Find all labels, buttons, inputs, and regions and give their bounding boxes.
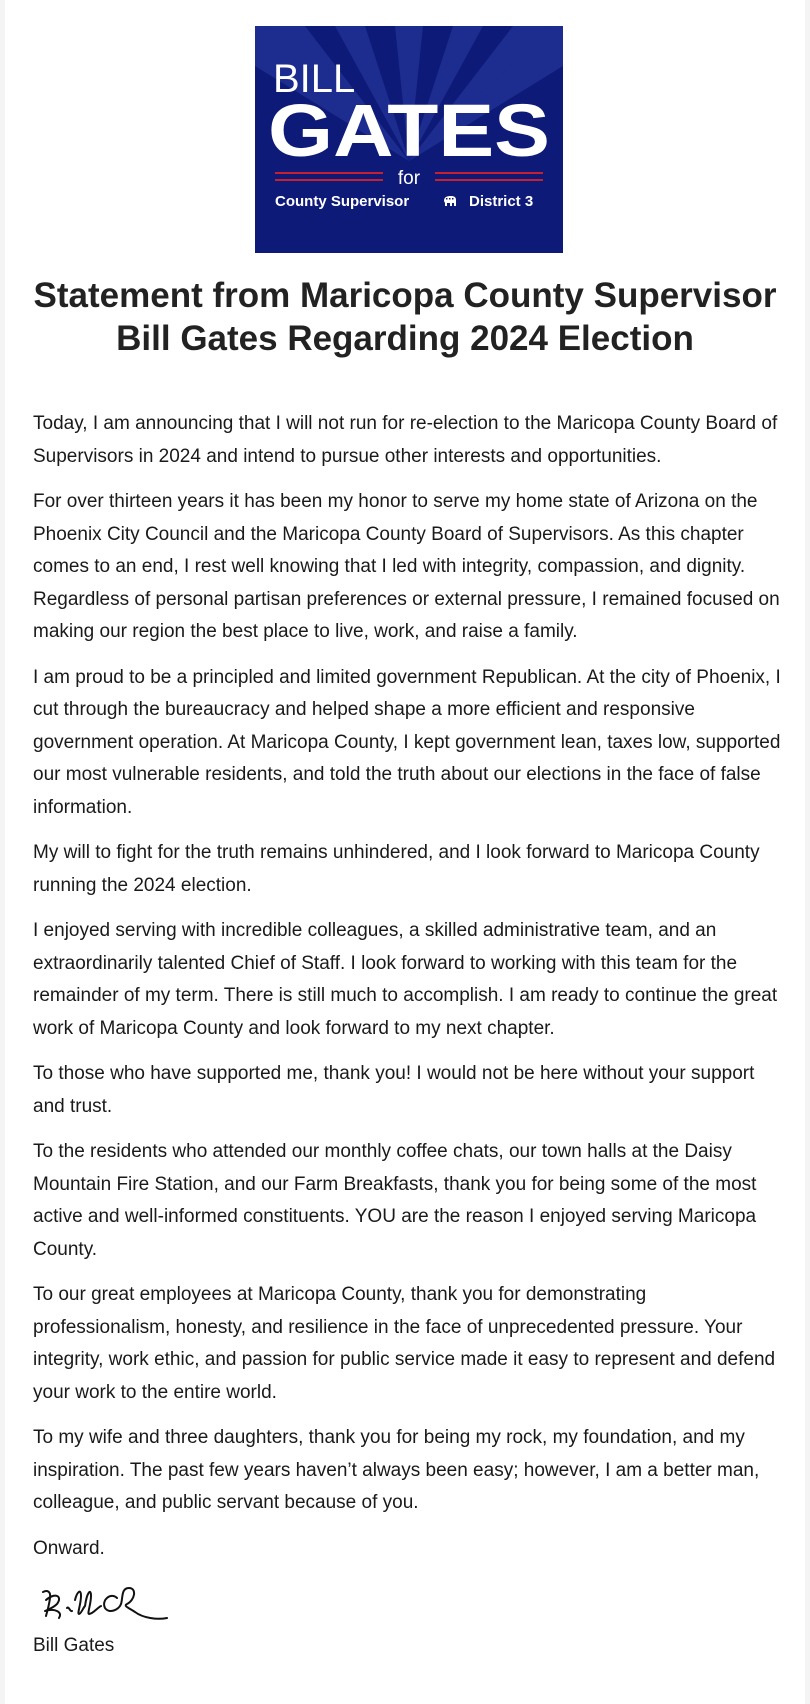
statement-page (5, 0, 805, 1704)
paragraph: I enjoyed serving with incredible colleagues, a skilled administrative team, and an extraordinarily talented Chief of Staff. I look forward to working with this team for the remainder of my term. There is still much to accomplish. I am ready to continue the great work of Maricopa County and look forward to my next chapter. (33, 920, 778, 1039)
paragraph: To our great employees at Maricopa County, thank you for demonstrating professionalism, honesty, and resilience in the face of unprecedented pressure. Your integrity, work ethic, and passion for public service made it easy to represent and defend your work to the entire world. (33, 1284, 776, 1403)
statement-body (33, 408, 783, 1676)
logo-first-name: BILL (273, 57, 356, 101)
paragraph: My will to fight for the truth remains unhindered, and I look forward to Maricopa County running the 2024 election. (33, 842, 760, 896)
logo-office: County Supervisor (275, 193, 410, 210)
paragraph: For over thirteen years it has been my honor to serve my home state of Arizona on the Phoenix City Council and the Maricopa County Board of Supervisors. As this chapter comes to an end, I rest well knowing that I led with integrity, compassion, and dignity. Regardless of personal partisan preferences or external pressure, I remained focused on making our region the best place to live, work, and raise a family. (33, 491, 780, 642)
paragraph: To my wife and three daughters, thank you for being my rock, my foundation, and my inspiration. The past few years haven’t always been easy; however, I am a better man, colleague, and public servant because of you. (33, 1427, 760, 1513)
logo-district: District 3 (469, 193, 534, 210)
paragraph: To the residents who attended our monthly coffee chats, our town halls at the Daisy Mountain Fire Station, and our Farm Breakfasts, thank you for being some of the most active and well-informed constituents. YOU are the reason I enjoyed serving Maricopa County. (33, 1141, 757, 1260)
closing-line: Onward. (33, 1537, 105, 1559)
signature-name: Bill Gates (33, 1635, 115, 1656)
signature-icon (37, 1578, 177, 1626)
logo-last-name: GATES (268, 89, 550, 172)
paragraph: To those who have supported me, thank you! I would not be here without your support and trust. (33, 1063, 755, 1117)
paragraph: Today, I am announcing that I will not run for re-election to the Maricopa County Board of Supervisors in 2024 and intend to pursue other interests and opportunities. (33, 413, 778, 467)
paragraph: I am proud to be a principled and limited government Republican. At the city of Phoenix, I cut through the bureaucracy and helped shape a more efficient and responsive government operation. At Maricopa County, I kept government lean, taxes low, supported our most vulnerable residents, and told the truth about our elections in the face of false information. (33, 666, 781, 818)
elephant-icon (444, 196, 456, 206)
logo-connector: for (397, 168, 421, 189)
campaign-logo (255, 26, 563, 253)
page-title: Statement from Maricopa County Supervisor Bill Gates Regarding 2024 Election (33, 276, 777, 358)
campaign-logo-graphic (255, 26, 563, 253)
